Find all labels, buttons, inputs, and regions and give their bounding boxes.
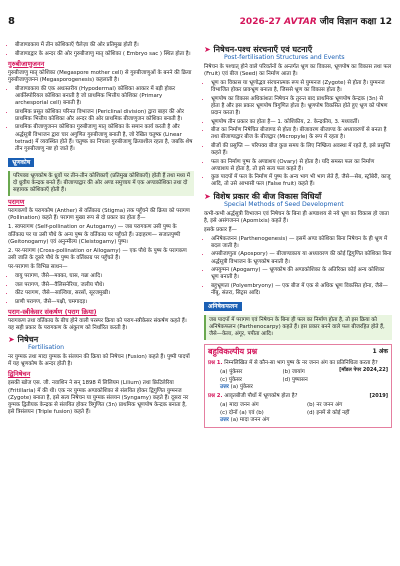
list-item: • बीजों की प्रसुप्ति — परिपक्व बीज कुछ समय के लिए निष्क्रिय अवस्था में रहते हैं, इसे प्रसुप्ति कहते हैं। xyxy=(211,143,392,157)
fertilisation-paragraph: नर युग्मक तथा मादा युग्मक के संलयन की क्रिया को निषेचन (Fusion) कहते हैं। पुष्पी पादपों में यह भ्रूणकोष के अन्दर होती है। xyxy=(8,354,190,368)
special-methods-heading: ➤ विशेष प्रकार की बीज विकास विधियाँ xyxy=(204,191,322,201)
question-1-options xyxy=(208,369,339,384)
post-fertilisation-paragraph: निषेचन के पश्चात् होने वाले परिवर्तनों के अन्तर्गत भ्रूण का विकास, भ्रूणपोष का विकास तथा फल (Fruit) एवं बीज (Seed) का निर्माण आता है। xyxy=(204,64,392,78)
list-item: • भ्रूण का विकास या भ्रूणोद्भव संरचनात्मक रूप से युग्मनज (Zygote) से होता है। युग्मनज विभाजित होकर प्राक्भ्रूण बनाता है, जिससे भ्रूण का विकास होता है। xyxy=(211,80,392,94)
list-item: • अपबीजाणुता (Apospory) — बीजाण्डकाय या अध्यावरण की कोई द्विगुणित कोशिका बिना अर्द्धसूत्री विभाजन के भ्रूणकोष बनाती है। xyxy=(211,251,392,265)
parthenocarpy-tag: अनिषेकफलन xyxy=(204,302,242,311)
megaspore-bullets xyxy=(8,86,194,153)
arrow-icon: ➤ xyxy=(204,45,211,54)
header-brand-logo: AVTAR xyxy=(284,17,317,27)
list-item: • प्राथमिक बीजाणुजनन कोशिका गुरुबीजाणु मातृ कोशिका के समान कार्य करती है और अर्द्धसूत्री विभाजन द्वारा चार अगुणित गुरुबीजाणु बनाती है, जो रेखित चतुष्क (Linear tetrad) में व्यवस्थित होते हैं। चतुष्क का निचला गुरुबीजाणु क्रियाशील रहता है, जबकि शेष तीन गुरुबीजाणु नष्ट हो जाते हैं। xyxy=(15,124,194,152)
option: (d) इनमें से कोई नहीं xyxy=(307,410,350,417)
question-1-answer xyxy=(208,384,388,391)
list-item: • बीजाण्डकाय में तीन कोशिकाएँ चैलेज़ा की ओर प्रतिमुख होती हैं। xyxy=(15,42,194,49)
incompatibility-heading: पराग-स्त्रीकेसर संकर्षण (पराग क्रिया) xyxy=(8,307,97,316)
header-year: 2026-27 xyxy=(239,17,281,27)
pollination-type-2: 2. पर-परागण (Cross-pollination or Allogamy) — एक पौधे के पुष्प के परागकण उसी जाति के दूसरे पौधे के पुष्प के वर्तिकाग्र पर पहुँचते हैं। xyxy=(8,247,187,261)
header-title xyxy=(240,14,392,27)
list-item: • बहुभ्रूणता (Polyembryony) — एक बीज में एक से अधिक भ्रूण विकसित होना, जैसे—नींबू, संतरा, सिट्रस आदि। xyxy=(211,283,392,297)
mcq-header xyxy=(208,348,388,357)
question-2-options xyxy=(208,402,388,417)
list-item: • भ्रूणपोष तीन प्रकार का होता है— 1. कोशिकीय, 2. केन्द्रकीय, 3. मध्यवर्ती। xyxy=(211,119,392,126)
fertilisation-heading-en: Fertilisation xyxy=(28,344,65,352)
mcq-section xyxy=(204,344,392,428)
post-fertilisation-heading-en: Post-fertilisation Structures and Events xyxy=(224,54,345,61)
pollination-paragraph: परागकणों के परागकोष (Anther) से वर्तिकाग्र (Stigma) तक पहुँचने की क्रिया को परागण (Pollination) कहते हैं। परागण मुख्य रूप से दो प्रकार का होता है— xyxy=(8,208,190,222)
list-item: • प्राणी परागण, जैसे—पक्षी, चमगादड़। xyxy=(15,299,194,306)
header-subject: जीव विज्ञान कक्षा 12 xyxy=(319,17,392,27)
list-item: • फल का निर्माण पुष्प के अण्डाशय (Ovary) से होता है। यदि समस्त फल का निर्माण अण्डाशय से होता है, तो इसे सत्य फल कहते हैं। xyxy=(211,159,392,173)
list-item: • कीट परागण, जैसे—साल्विया, सरसों, सूरजमुखी। xyxy=(15,290,194,297)
mcq-title: बहुविकल्पीय प्रश्न xyxy=(208,347,258,357)
incompatibility-text: परागकण तथा वर्तिकाग्र के बीच होने वाली परस्पर क्रिया को पराग-स्त्रीकेसर संकर्षण कहते हैं। यह सही प्रकार के परागकण के अंकुरण को निर्धारित करती है। xyxy=(8,318,187,332)
list-item: • प्राथमिक प्रसूत कोशिका परिनत विभाजन (Periclinal division) द्वारा बाहर की ओर प्राथमिक भित्तीय कोशिका और अन्दर की ओर प्राथमिक बीजाणुजन कोशिका बनाती है। xyxy=(15,109,194,123)
list-item: • बीज का निर्माण निषेचित बीजाण्ड से होता है। बीजावरण बीजाण्ड के अध्यावरणों से बनता है तथा बीजाण्डद्वार बीज के बीजद्वार (Micropyle) के रूप में रहता है। xyxy=(211,127,392,141)
option: (d) पुष्पासन xyxy=(282,376,308,383)
double-fertilisation-paragraph: इसकी खोज एस. जी. नवाशिन ने सन् 1898 में लिलियम (Lilium) तथा फ्रिटिलेरिया (Fritillaria) में की थी। एक नर युग्मक अण्डकोशिका से संलयित होकर द्विगुणित युग्मनज (Zygote) बनाता है, इसे सत्य निषेचन या युग्मक संलयन (Syngamy) कहते हैं। दूसरा नर युग्मक द्वितीयक केन्द्रक से संलयित होकर त्रिगुणित (3n) प्राथमिक भ्रूणपोष केन्द्रक बनाता है, इसे त्रिसंलयन (Triple fusion) कहते हैं। xyxy=(8,380,189,415)
embryo-sac-note: परिपक्व भ्रूणकोष के ध्रुवों पर तीन-तीन कोशिकाएँ (प्रतिमुख कोशिकाएँ) होती हैं तथा मध्य में दो ध्रुवीय केन्द्रक बनते हैं। बीजाण्डद्वार की ओर अण्ड समुच्चय में एक अण्डकोशिका तथा दो सहायक कोशिकाएँ होती हैं। xyxy=(8,171,194,196)
list-item: • कुछ पादपों में फल के निर्माण में पुष्प के अन्य भाग भी भाग लेते हैं, जैसे—सेब, स्ट्रॉबेरी, काजू आदि, तो उसे आभासी फल (False fruit) कहते हैं। xyxy=(211,174,392,188)
mcq-marks: 1 अंक xyxy=(372,348,388,356)
answer-label: उत्तर xyxy=(220,383,229,390)
answer-text: (a) पुंकेसर xyxy=(230,383,253,390)
arrow-icon: ➤ xyxy=(8,335,15,345)
option: (a) पुंकेसर xyxy=(220,368,243,375)
question-label: प्रश्न 1. xyxy=(208,359,223,366)
page-header xyxy=(0,0,400,40)
megaspore-paragraph: गुरुबीजाणु मातृ कोशिका (Megaspore mother cell) से गुरुबीजाणुओं के बनने की क्रिया गुरुबीजाणुजनन (Megasporogenesis) कहलाती है। xyxy=(8,69,192,83)
double-fertilisation-heading: द्विनिषेचन xyxy=(8,370,31,379)
pollination-heading: परागण xyxy=(8,198,25,207)
left-column xyxy=(8,42,194,418)
question-source: [मॉडल पेपर 2024,22] xyxy=(339,366,388,373)
pollination-type-1: 1. स्वपरागण (Self-pollination or Autogamy) — जब परागकण उसी पुष्प के वर्तिकाग्र पर या उसी पौधे के अन्य पुष्प के वर्तिकाग्र पर पहुँचते हैं। उदाहरण— सजातपुष्पी (Geitonogamy) एवं अनुन्मील्य (Cleistogamy) पुष्प। xyxy=(8,224,181,245)
list-item: • अनिषेकजनन (Parthenogenesis) — इसमें अण्ड कोशिका बिना निषेचन के ही भ्रूण में बदल जाती है। xyxy=(211,236,392,250)
post-fertilisation-heading: ➤ निषेचन-पश्च संरचनाएँ एवं घटनाएँ xyxy=(204,45,313,54)
question-source: [2019] xyxy=(369,392,388,399)
embryo-sac-tag: भ्रूणकोष xyxy=(8,158,34,167)
list-item: • भ्रूणपोष का विकास अधिकांशतः निषेचन के तुरन्त बाद प्राथमिक भ्रूणपोष केन्द्रक (3n) से होता है और इस प्रकार भ्रूणपोष त्रिगुणित होता है। भ्रूणपोष विकसित होते हुए भ्रूण को पोषण प्रदान करता है। xyxy=(211,96,392,117)
question-text: निम्नलिखित में से कौन-सा भाग पुष्प के नर जनन अंग का प्रतिनिधित्व करता है? xyxy=(224,359,378,366)
option: (b) जायांग xyxy=(282,368,305,375)
agents-intro: पर-परागण के विभिन्न साधन— xyxy=(8,263,68,270)
option: (c) दोनों (a) एवं (b) xyxy=(220,410,264,417)
special-methods-paragraph: कभी-कभी अर्द्धसूत्री विभाजन एवं निषेचन के बिना ही अण्डाशय से नये भ्रूण का विकास हो जाता है, इसे असंगजनन (Apomixis) कहते हैं। xyxy=(204,210,389,224)
page-number: 8 xyxy=(8,16,15,27)
question-2-answer xyxy=(208,417,388,424)
list-item: • अपयुग्मन (Apogamy) — भ्रूणकोष की अण्डकोशिका के अतिरिक्त कोई अन्य कोशिका भ्रूण बनाती है। xyxy=(211,267,392,281)
special-methods-heading-en: Special Methods of Seed Development xyxy=(224,200,344,208)
special-methods-bullets xyxy=(204,236,392,297)
post-fertilisation-bullets xyxy=(204,80,392,188)
option: (a) मादा जनन अंग xyxy=(220,401,259,408)
list-item: • बीजाण्डकाय की एक अधःस्तरीय (Hypodermal) कोशिका आकार में बड़ी होकर आर्कीस्पोरियल कोशिका बनाती है जो प्राथमिक भित्तीय कोशिका (Primary archesporial cell) बनाती है। xyxy=(15,86,194,107)
option: (c) पुंकेसर xyxy=(220,376,242,383)
question-label: प्रश्न 2. xyxy=(208,392,223,399)
answer-label: उत्तर xyxy=(220,417,229,424)
question-text: आवृतबीजी पौधों में भ्रूणकोष होता है? xyxy=(224,392,298,399)
megaspore-heading: गुरुबीजाणुजनन xyxy=(8,59,45,68)
fertilisation-heading: ➤ निषेचन xyxy=(8,335,39,345)
arrow-icon: ➤ xyxy=(204,191,211,201)
top-bullets xyxy=(8,42,194,58)
parthenocarpy-note: जब पादपों में परागण एवं निषेचन के बिना ही फल का निर्माण होता है, तो इस क्रिया को अनिषेकफलन (Parthenocarpy) कहते हैं। इस प्रकार बनने वाले फल बीजरहित होते हैं, जैसे—केला, अंगूर, पपीता आदि। xyxy=(204,315,392,340)
option: (b) नर जनन अंग xyxy=(307,401,343,408)
list-item: • वायु परागण, जैसे—मक्का, घास, गन्ना आदि। xyxy=(15,273,194,280)
right-column xyxy=(204,42,392,428)
special-methods-intro: इसके प्रकार हैं— xyxy=(204,226,237,233)
list-item: • बीजाण्डद्वार के अन्दर की ओर गुरुबीजाणु मातृ कोशिका ( Embryo sac ) स्थित होता है। xyxy=(15,51,194,58)
list-item: • जल परागण, जैसे—वैलिसनेरिया, जलीय पौधे। xyxy=(15,282,194,289)
agents-list xyxy=(8,273,194,306)
question-2 xyxy=(208,393,388,400)
answer-text: (a) मादा जनन अंग xyxy=(230,417,270,424)
